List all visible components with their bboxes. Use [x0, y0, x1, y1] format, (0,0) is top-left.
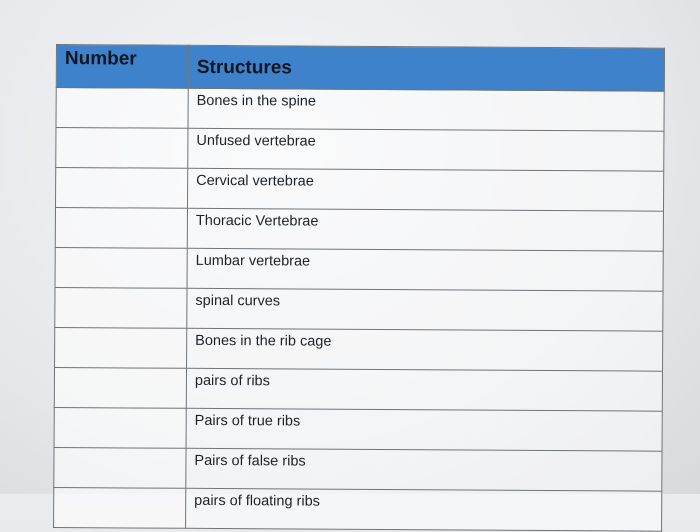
number-cell[interactable] [55, 208, 187, 249]
structure-cell: Thoracic Vertebrae [187, 208, 663, 251]
structure-cell: Unfused vertebrae [188, 128, 664, 171]
structure-cell: Pairs of true ribs [186, 408, 662, 451]
number-column-header: Number [56, 45, 188, 89]
number-cell[interactable] [56, 168, 188, 209]
number-cell[interactable] [56, 88, 188, 129]
structure-cell: Lumbar vertebrae [187, 248, 663, 291]
structures-table [53, 44, 665, 532]
table-row [54, 447, 662, 491]
structure-cell: Cervical vertebrae [187, 168, 663, 211]
table-row [55, 208, 663, 252]
structure-cell: Bones in the rib cage [187, 328, 663, 371]
table-row [56, 128, 664, 172]
number-cell[interactable] [55, 247, 187, 288]
structure-cell: pairs of ribs [186, 368, 662, 411]
structure-cell: spinal curves [187, 288, 663, 331]
structure-cell: Pairs of false ribs [186, 448, 662, 491]
header-row [56, 45, 664, 92]
table-row [56, 168, 664, 212]
number-cell[interactable] [54, 407, 186, 448]
table-row [54, 487, 662, 531]
table-row [55, 327, 663, 371]
structure-cell: Bones in the spine [188, 88, 664, 131]
number-cell[interactable] [54, 367, 186, 408]
number-cell[interactable] [55, 327, 187, 368]
worksheet [53, 44, 664, 532]
table-row [54, 367, 662, 411]
number-cell[interactable] [54, 447, 186, 488]
table-row [55, 247, 663, 291]
structure-cell: pairs of floating ribs [186, 488, 662, 531]
table-row [55, 287, 663, 331]
number-cell[interactable] [56, 128, 188, 169]
table-row [54, 407, 662, 451]
table-row [56, 88, 664, 132]
structures-column-header: Structures [188, 45, 664, 91]
number-cell[interactable] [55, 287, 187, 328]
